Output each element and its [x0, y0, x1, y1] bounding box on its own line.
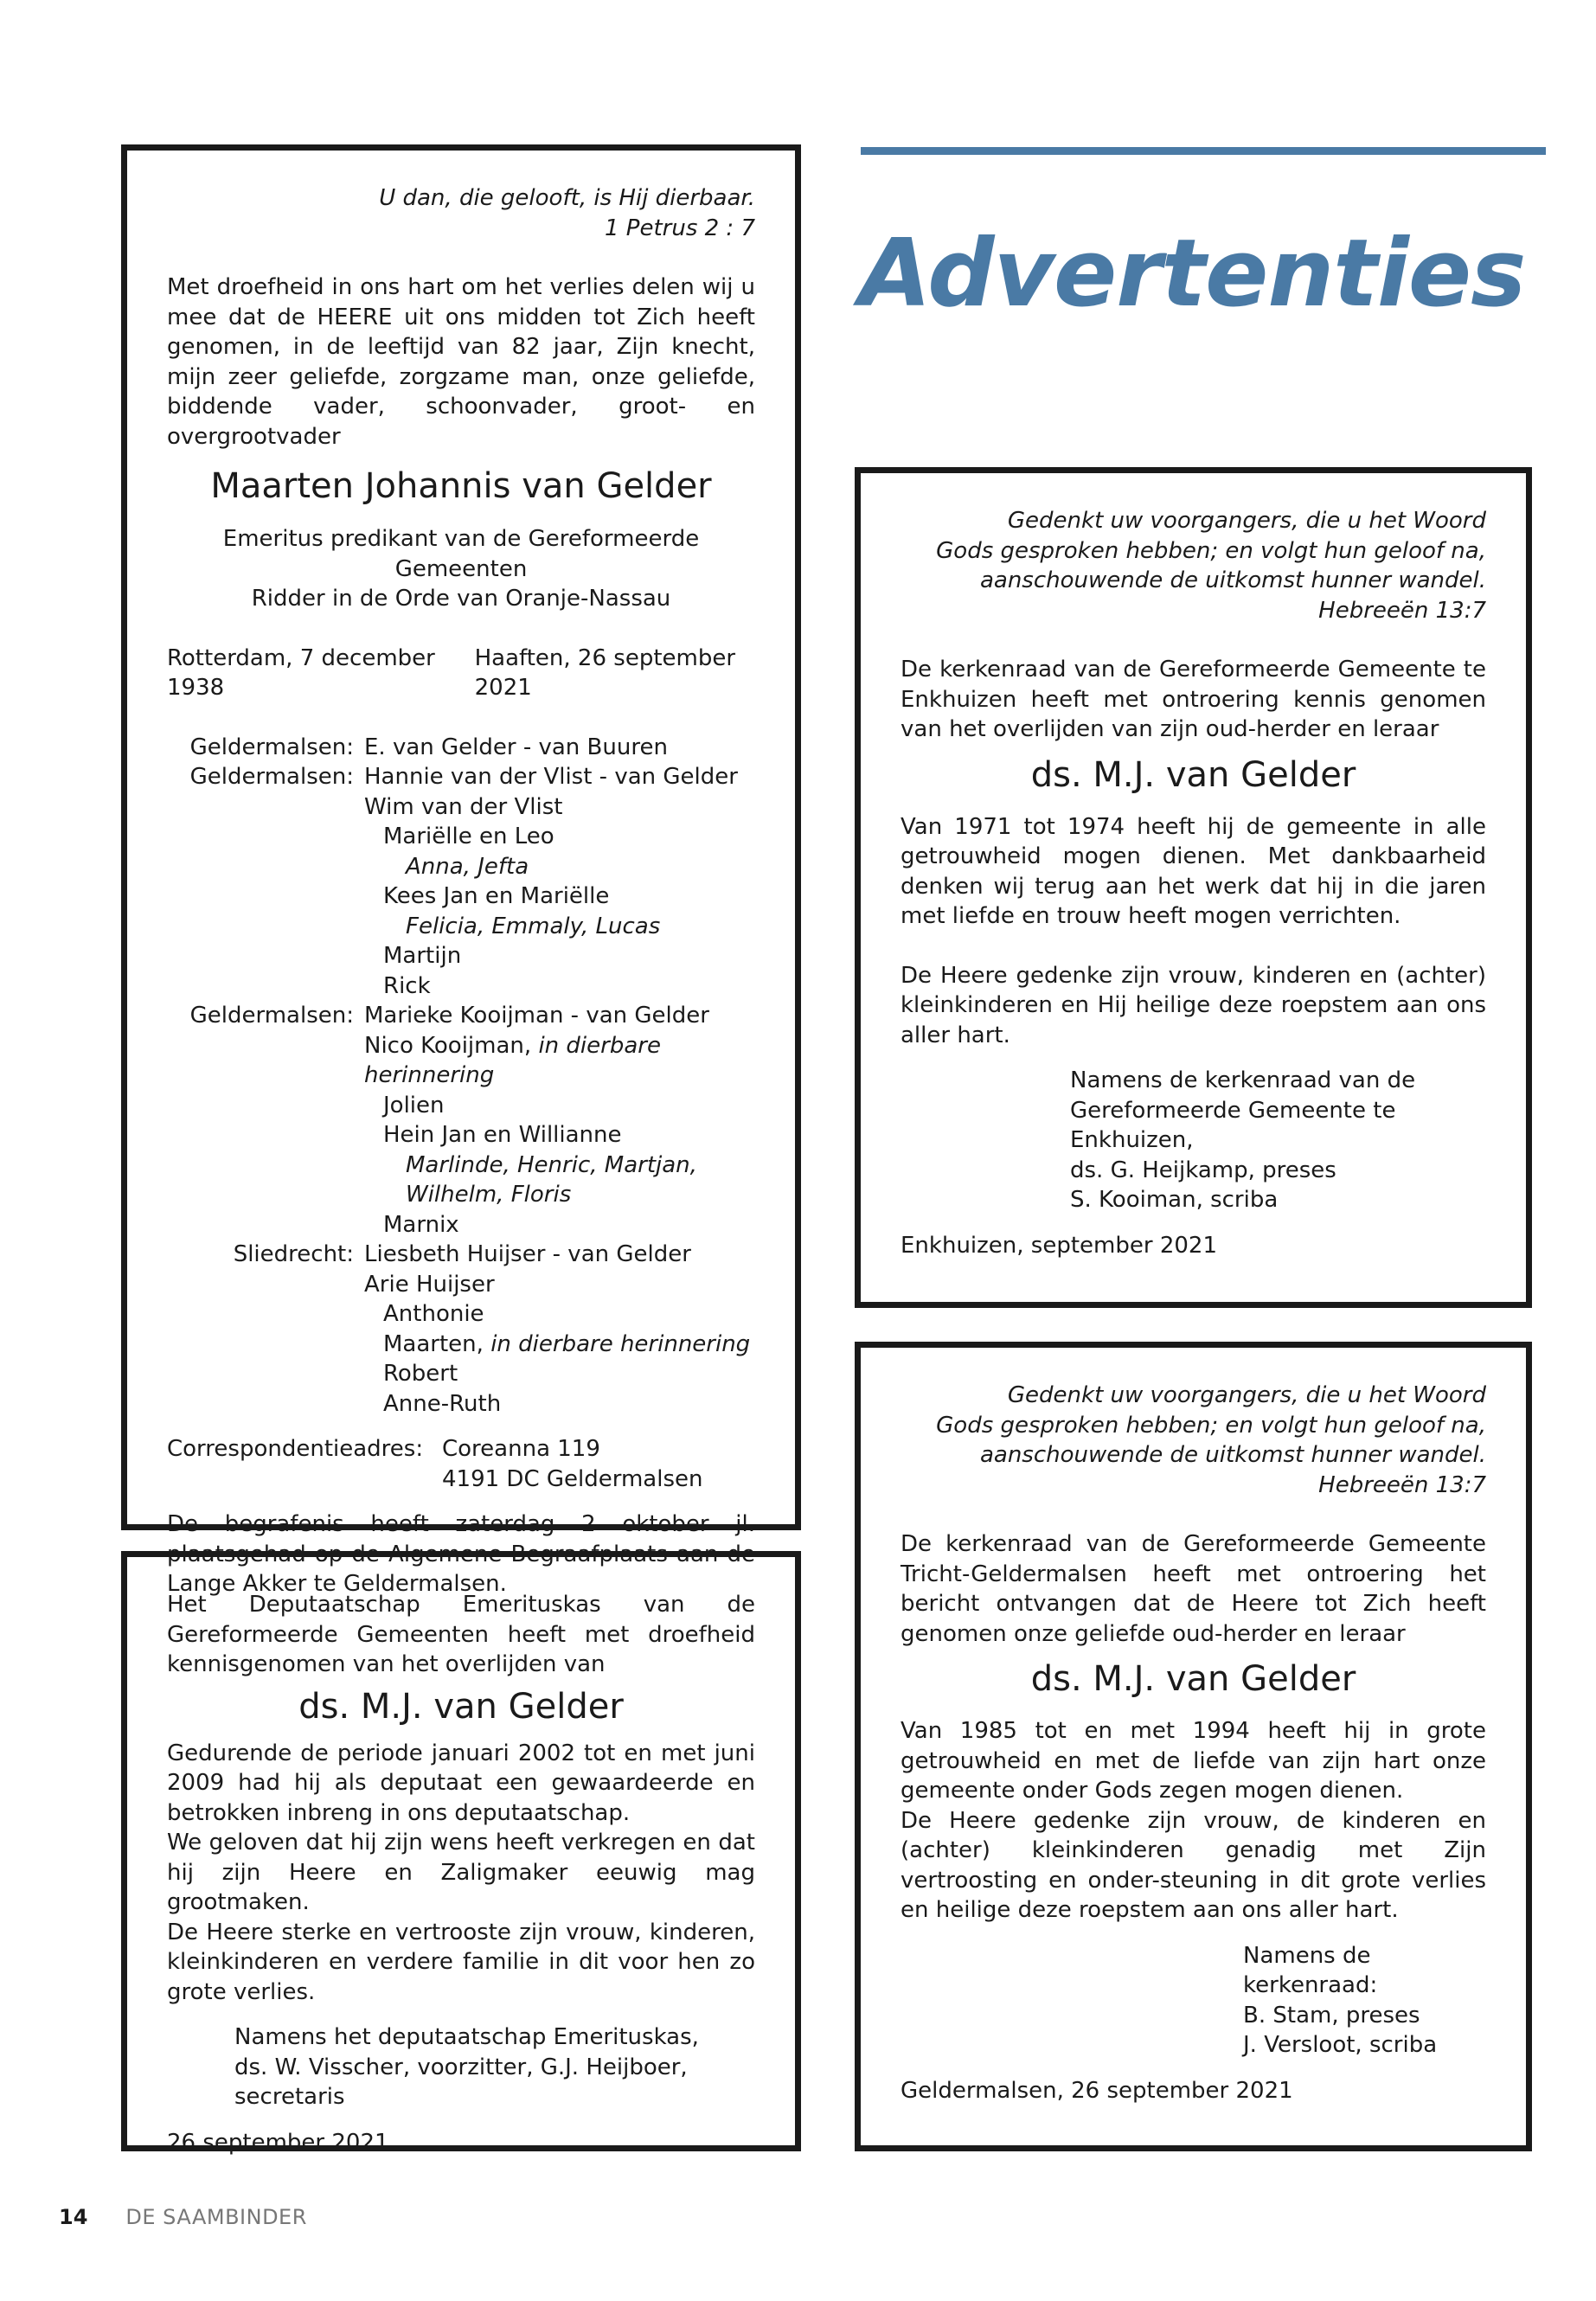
page-title: Advertenties [859, 220, 1526, 328]
family-row: Jolien [383, 1092, 445, 1118]
bible-verse-ref: Hebreeën 13:7 [1318, 597, 1486, 624]
bible-verse-ref: 1 Petrus 2 : 7 [604, 215, 755, 241]
body-text: We geloven dat hij zijn wens heeft verkregen en dat hij zijn Heere en Zaligmaker eeuwig mag grootmaken. [167, 1830, 755, 1915]
family-list [167, 733, 755, 1420]
family-row: Rick [383, 972, 431, 999]
bible-verse: aanschouwende de uitkomst hunner wandel. [979, 1442, 1486, 1468]
family-row: Kees Jan en Mariëlle [383, 883, 610, 909]
body-text: De Heere gedenke zijn vrouw, kinderen en (achter) kleinkinderen en Hij heilige deze roepstem aan ons aller hart. [901, 962, 1486, 1048]
bible-verse: Gods gesproken hebben; en volgt hun geloof na, [936, 1412, 1486, 1439]
deceased-name: ds. M.J. van Gelder [1030, 1659, 1356, 1699]
family-row: Felicia, Emmaly, Lucas [406, 913, 661, 939]
deceased-name: Maarten Johannis van Gelder [210, 466, 712, 506]
family-row: Sliedrecht: Liesbeth Huijser - van Gelder [233, 1241, 691, 1267]
family-row: Marlinde, Henric, Martjan, [406, 1151, 697, 1178]
body-text: De Heere sterke en vertrooste zijn vrouw, kinderen, kleinkinderen en verdere familie in dit voor hen zo grote verlies. [167, 1919, 755, 2005]
obituary-deputaatschap [121, 1551, 801, 2156]
body-text: Van 1971 tot 1974 heeft hij de gemeente in alle getrouwheid mogen dienen. Met dankbaarheid denken wij terug aan het werk dat hij in die jaren met liefde en trouw heeft mogen verrichten. [901, 813, 1486, 929]
family-row: Hein Jan en Willianne [383, 1122, 622, 1148]
magazine-name: DE SAAMBINDER [125, 2205, 307, 2229]
family-row: Wilhelm, Floris [406, 1182, 572, 1208]
date: 26 september 2021 [167, 2129, 389, 2156]
bible-verse: aanschouwende de uitkomst hunner wandel. [979, 567, 1486, 593]
family-row: Arie Huijser [364, 1271, 495, 1298]
family-row: Anthonie [383, 1301, 484, 1327]
page-number: 14 [59, 2205, 88, 2229]
death-date: Haaften, 26 september 2021 [474, 644, 736, 701]
family-row: Wim van der Vlist [364, 793, 563, 820]
bible-verse: Gedenkt uw voorgangers, die u het Woord [1007, 508, 1486, 534]
funeral-notice: De begrafenis heeft zaterdag 2 oktober jl. plaatsgehad op de Algemene Begraafplaats aan de Lange Akker te Geldermalsen. [167, 1511, 755, 1597]
signature: Namens het deputaatschap Emerituskas, ds. W. Visscher, voorzitter, G.J. Heijboer, secretaris [234, 2024, 699, 2110]
honour-line: Ridder in de Orde van Oranje-Nassau [251, 586, 671, 612]
announcement-text: De kerkenraad van de Gereformeerde Gemeente Tricht-Geldermalsen heeft met ontroering het bericht ontvangen dat de Heere tot Zich heeft genomen onze geliefde oud-herder en leraar [901, 1531, 1486, 1647]
bible-verse-ref: Hebreeën 13:7 [1318, 1471, 1486, 1498]
family-row: Geldermalsen: Hannie van der Vlist - van Gelder [189, 764, 738, 790]
family-row: Martijn [383, 943, 462, 969]
body-text: Van 1985 tot en met 1994 heeft hij in grote getrouwheid en met de liefde van zijn hart onze gemeente onder Gods zegen mogen dienen. [901, 1718, 1486, 1804]
announcement-text: Het Deputaatschap Emerituskas van de Gereformeerde Gemeenten heeft met droefheid kennisgenomen van het overlijden van [167, 1592, 755, 1677]
obituary-enkhuizen [855, 467, 1532, 1308]
correspondence-address: Correspondentieadres: Coreanna 119 [167, 1436, 600, 1462]
announcement-text: Met droefheid in ons hart om het verlies delen wij u mee dat de HEERE uit ons midden tot Zich heeft genomen, in de leeftijd van 82 jaar, Zijn knecht, mijn zeer geliefde, zorgzame man, onze geliefde, biddende vader, schoonvader, groot- en overgrootvader [167, 274, 755, 450]
family-row: Anne-Ruth [383, 1390, 502, 1417]
role-line: Emeritus predikant van de Gereformeerde Gemeenten [222, 526, 700, 582]
family-row: Robert [383, 1361, 458, 1387]
family-row: Nico Kooijman, in dierbare herinnering [364, 1032, 661, 1088]
birth-date: Rotterdam, 7 december 1938 [167, 644, 435, 701]
bible-verse: Gedenkt uw voorgangers, die u het Woord [1007, 1382, 1486, 1408]
signature: Namens de kerkenraad: B. Stam, preses J. Versloot, scriba [1243, 1942, 1438, 2058]
bible-verse: Gods gesproken hebben; en volgt hun geloof na, [936, 537, 1486, 564]
deceased-name: ds. M.J. van Gelder [298, 1686, 624, 1727]
title-rule [861, 147, 1546, 155]
family-row: Geldermalsen: E. van Gelder - van Buuren [189, 734, 668, 760]
life-dates [167, 644, 755, 703]
body-text: De Heere gedenke zijn vrouw, de kinderen en (achter) kleinkinderen genadig met Zijn vertroosting en onder-steuning in dit grote verlies en heilige deze roepstem aan ons aller hart. [901, 1807, 1486, 1923]
family-row: Mariëlle en Leo [383, 824, 554, 849]
bible-verse: U dan, die gelooft, is Hij dierbaar. [379, 185, 755, 211]
family-row: Anna, Jefta [406, 853, 529, 880]
deceased-name: ds. M.J. van Gelder [1030, 754, 1356, 795]
place-date: Geldermalsen, 26 september 2021 [901, 2077, 1293, 2104]
obituary-main: U dan, die gelooft, is Hij dierbaar. 1 Petrus 2 : 7 Met droefheid in ons hart om het verlies delen wij u mee dat de HEERE uit ons midden tot Zich heeft genomen, in de leeftijd van 82 jaar, Zijn knecht, mijn zeer geliefde, zorgzame man, onze geliefde, biddende vader, schoonvader, groot- en overgrootvader Maarten Johannis van Gelder Emeritus predikant van de Gereformeerde Gemeenten Ridder in de Orde van Oranje-Nassau Rotterdam, 7 december 1938 Haaften, 26 september 2021 Geldermalsen: E. van Gelder - van Buuren Geldermalsen: Hannie van der Vlist - van Gelder Wim van der Vlist Mariëlle en Leo Anna, Jefta Kees Jan en Mariëlle Felicia, Emmaly, Lucas Martijn Rick Geldermalsen: Marieke Kooijman - van Gelder Nico Kooijman, in dierbare herinnering Jolien Hein Jan en Willianne Marlinde, Henric, Martjan, Wilhelm, Floris Marnix Sliedrecht: Liesbeth Huijser - van Gelder Arie Huijser Anthonie Maarten, in dierbare herinnering Robert Anne-Ruth Correspondentieadres: Coreanna 119 4191 DC Geldermalsen De begrafenis heeft zaterdag 2 oktober jl. plaatsgehad op de Algemene Begraafplaats aan de Lange Akker te Geldermalsen. [121, 144, 801, 1530]
announcement-text: De kerkenraad van de Gereformeerde Gemeente te Enkhuizen heeft met ontroering kennis genomen van het overlijden van zijn oud-herder en leraar [901, 657, 1486, 742]
signature: Namens de kerkenraad van de Gereformeerde Gemeente te Enkhuizen, ds. G. Heijkamp, preses S. Kooiman, scriba [1070, 1067, 1416, 1213]
page-footer [59, 2204, 307, 2230]
family-row: Maarten, in dierbare herinnering [383, 1330, 751, 1357]
family-row: Marnix [383, 1211, 459, 1238]
body-text: Gedurende de periode januari 2002 tot en met juni 2009 had hij als deputaat een gewaardeerde en betrokken inbreng in ons deputaatschap. [167, 1740, 755, 1826]
place-date: Enkhuizen, september 2021 [901, 1232, 1217, 1259]
family-row: Geldermalsen: Marieke Kooijman - van Gelder [189, 1003, 709, 1029]
obituary-tricht-geldermalsen [855, 1342, 1532, 2151]
